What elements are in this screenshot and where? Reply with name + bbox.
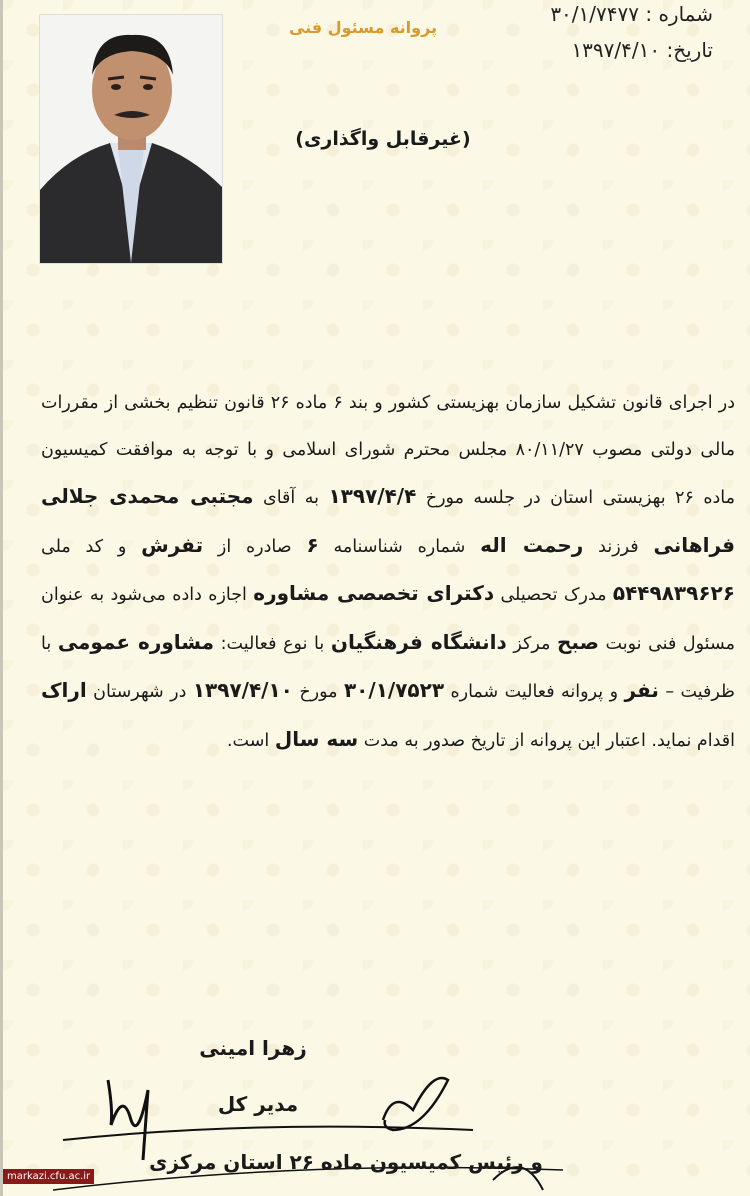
body-text: و پروانه فعالیت شماره — [450, 682, 619, 702]
body-text: در شهرستان — [93, 682, 187, 702]
activity-type: مشاوره عمومی — [57, 629, 215, 654]
validity-period: سه سال — [274, 726, 359, 751]
document-title: پروانه مسئول فنی — [288, 18, 438, 37]
body-text: با نوع فعالیت: — [220, 633, 325, 654]
body-text: با ظرفیت – — [41, 633, 735, 702]
body-text: فرزند — [598, 536, 639, 557]
nontransferable-note: (غیرقابل واگذاری) — [295, 128, 471, 150]
handwritten-signature — [53, 1050, 573, 1196]
body-text: در اجرای قانون تشکیل سازمان بهزیستی کشور و بند ۶ ماده ۲۶ قانون تنظیم بخشی از مقررات مالی دولتی مصوب ۸۰/۱۱/۲۷ مجلس محترم شورای اسلامی و با توجه به موافقت کمیسیون ماده ۲۶ بهزیستی استان در جلسه مورخ — [41, 393, 735, 508]
site-watermark: markazi.cfu.ac.ir — [3, 1169, 94, 1184]
id-number: ۶ — [306, 532, 319, 557]
license-number: ۳۰/۱/۷۵۲۳ — [343, 678, 445, 702]
signatory-name: زهرا امینی — [199, 1036, 307, 1060]
body-text: اقدام نماید. اعتبار این پروانه از تاریخ صدور به مدت — [363, 730, 735, 751]
license-date: ۱۳۹۷/۴/۱۰ — [192, 678, 293, 702]
document-number: شماره : ۳۰/۱/۷۴۷۷ — [550, 2, 713, 26]
body-text: مدرک تحصیلی — [500, 585, 607, 605]
capacity-unit: نفر — [624, 678, 659, 702]
shift: صبح — [557, 629, 599, 654]
body-text: اجازه داده می‌شود به عنوان مسئول فنی نوبت — [41, 585, 735, 654]
portrait-photo — [39, 14, 223, 264]
document-date: تاریخ: ۱۳۹۷/۴/۱۰ — [571, 38, 713, 62]
person-name: مجتبی محمدی جلالی فراهانی — [41, 484, 735, 557]
degree: دکترای تخصصی مشاوره — [253, 581, 495, 605]
body-text: و کد ملی — [41, 536, 127, 557]
body-text: مرکز — [513, 633, 551, 654]
license-body — [41, 380, 735, 764]
national-code: ۵۴۴۹۸۳۹۶۲۶ — [612, 581, 735, 605]
signatory-role: مدیر کل — [217, 1092, 299, 1116]
center-name: دانشگاه فرهنگیان — [330, 629, 507, 654]
body-text: شماره شناسنامه — [333, 536, 466, 557]
body-text: به آقای — [263, 488, 319, 508]
issued-from: تفرش — [141, 532, 204, 557]
body-text: مورخ — [299, 682, 338, 702]
city: اراک — [41, 678, 87, 702]
body-text: صادره از — [217, 536, 292, 557]
signatory-title: و رئیس کمیسیون ماده ۲۶ استان مرکزی — [149, 1150, 543, 1174]
meeting-date: ۱۳۹۷/۴/۴ — [328, 484, 417, 508]
body-text: است. — [226, 730, 270, 751]
father-name: رحمت اله — [480, 532, 584, 557]
